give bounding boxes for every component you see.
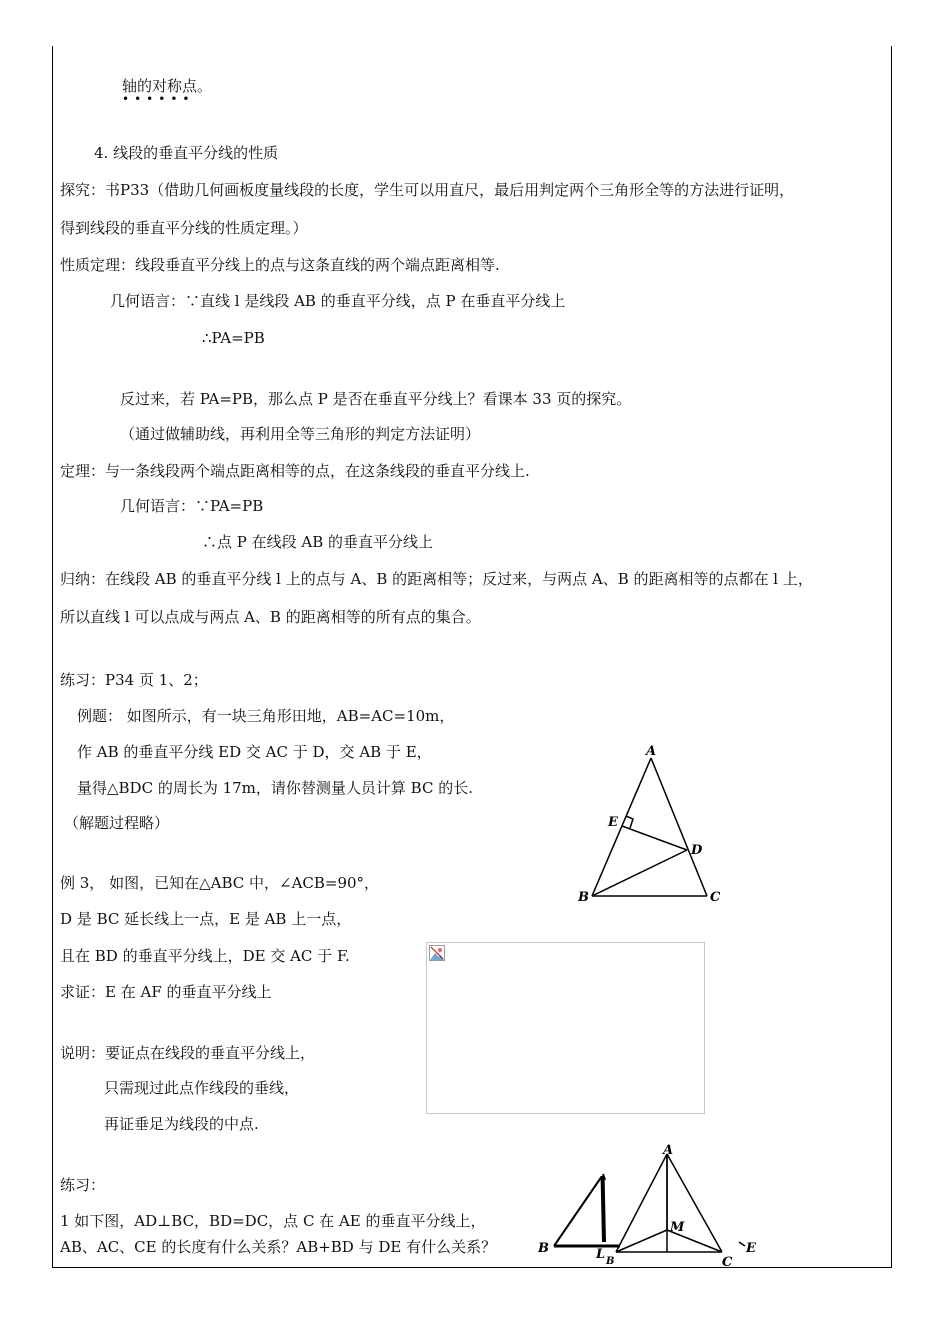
section-heading: 4. 线段的垂直平分线的性质: [94, 144, 279, 162]
geometry-language-1: 几何语言：∵直线 l 是线段 AB 的垂直平分线，点 P 在垂直平分线上: [110, 292, 566, 310]
explanation-line-2: 只需现过此点作线段的垂线，: [104, 1079, 300, 1097]
conclusion-1: ∴PA=PB: [202, 329, 265, 347]
explanation-line-3: 再证垂足为线段的中点.: [104, 1115, 259, 1133]
triangle-figure-ed: [570, 738, 730, 908]
text-line-1: 轴的对称点。: [122, 77, 213, 95]
label-e: E: [608, 815, 618, 830]
emphasis-dots: ••••••: [122, 92, 195, 106]
label-e2: E: [746, 1241, 756, 1256]
example3-prove: 求证：E 在 AF 的垂直平分线上: [60, 983, 272, 1001]
property-theorem: 性质定理：线段垂直平分线上的点与这条直线的两个端点距离相等.: [60, 256, 500, 274]
label-b: B: [578, 890, 589, 905]
missing-image-placeholder: [426, 942, 705, 1114]
example3-line-3: 且在 BD 的垂直平分线上，DE 交 AC 于 F.: [60, 947, 350, 965]
broken-image-icon: [429, 945, 445, 961]
label-c: C: [710, 890, 721, 905]
label-c2: C: [722, 1255, 733, 1270]
summary-line-1: 归纳：在线段 AB 的垂直平分线 l 上的点与 A、B 的距离相等；反过来，与两点 A、B 的距离相等的点都在 l 上，: [60, 570, 813, 588]
explanation-line-1: 说明：要证点在线段的垂直平分线上，: [60, 1044, 316, 1062]
text-line-3: 探究：书P33（借助几何画板度量线段的长度，学生可以用直尺，最后用判定两个三角形全等的方法进行证明，: [60, 181, 795, 199]
example-line-2: 作 AB 的垂直平分线 ED 交 AC 于 D，交 AB 于 E，: [77, 743, 432, 761]
label-b-right: B: [606, 1256, 615, 1267]
converse-hint: （通过做辅助线，再利用全等三角形的判定方法证明）: [120, 425, 481, 443]
example-solution-note: （解题过程略）: [64, 814, 170, 832]
converse-question: 反过来，若 PA=PB，那么点 P 是否在垂直平分线上？看课本 33 页的探究。: [120, 390, 632, 408]
label-d: D: [691, 843, 703, 858]
theorem: 定理：与一条线段两个端点距离相等的点，在这条线段的垂直平分线上.: [60, 462, 530, 480]
conclusion-2: ∴点 P 在线段 AB 的垂直平分线上: [202, 533, 434, 551]
label-l: L: [596, 1247, 606, 1262]
practice-heading: 练习：: [60, 1176, 106, 1194]
practice-line-1: 1 如下图，AD⊥BC，BD=DC，点 C 在 AE 的垂直平分线上，: [60, 1212, 486, 1230]
text-line-4: 得到线段的垂直平分线的性质定理。）: [60, 219, 308, 237]
summary-line-2: 所以直线 l 可以点成与两点 A、B 的距离相等的所有点的集合。: [60, 608, 481, 626]
exercise-ref: 练习：P34 页 1、2；: [60, 671, 208, 689]
label-m: M: [670, 1220, 685, 1235]
example3-line-2: D 是 BC 延长线上一点，E 是 AB 上一点，: [60, 910, 352, 928]
geometry-language-2: 几何语言：∵PA=PB: [120, 497, 264, 515]
label-b-left: B: [538, 1241, 549, 1256]
example-line-1: 例题： 如图所示，有一块三角形田地，AB=AC=10m，: [77, 707, 455, 725]
example3-line-1: 例 3， 如图，已知在△ABC 中，∠ACB=90°，: [60, 874, 380, 892]
label-a2: A: [663, 1143, 674, 1158]
example-line-3: 量得△BDC 的周长为 17m，请你替测量人员计算 BC 的长.: [77, 779, 473, 797]
practice-line-2: AB、AC、CE 的长度有什么关系？AB+BD 与 DE 有什么关系？: [60, 1238, 497, 1256]
label-a: A: [646, 744, 657, 759]
triangle-figure-median: [530, 1140, 770, 1270]
